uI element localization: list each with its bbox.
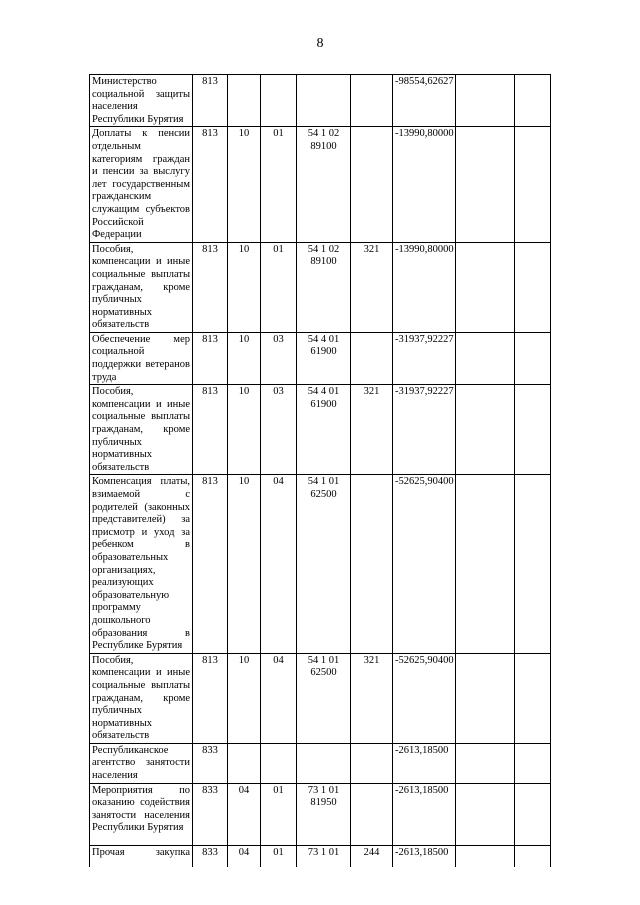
row-vr: 321 xyxy=(351,653,393,743)
page-number: 8 xyxy=(316,36,324,51)
table-row xyxy=(90,242,551,332)
row-vr xyxy=(351,475,393,653)
row-podrazdel: 01 xyxy=(261,783,297,845)
row-name: Доплаты к пенсии отдельным категориям граждан и пенсии за выслугу лет государственным гражданским служащим субъектов Российской Федерации xyxy=(90,127,193,242)
row-amount: -2613,18500 xyxy=(393,743,456,783)
row-vedomstvo: 813 xyxy=(193,475,228,653)
table-row xyxy=(90,75,551,127)
budget-table xyxy=(89,74,551,867)
row-vedomstvo: 813 xyxy=(193,75,228,127)
row-vr: 321 xyxy=(351,385,393,475)
row-vr xyxy=(351,743,393,783)
row-empty-cell xyxy=(515,242,551,332)
row-vr xyxy=(351,783,393,845)
row-name: Министерство социальной защиты населения Республики Бурятия xyxy=(90,75,193,127)
row-vedomstvo: 833 xyxy=(193,845,228,867)
row-vedomstvo: 813 xyxy=(193,127,228,242)
row-empty-cell xyxy=(456,127,515,242)
row-razdel: 10 xyxy=(228,385,261,475)
row-razdel: 10 xyxy=(228,127,261,242)
row-podrazdel xyxy=(261,75,297,127)
row-empty-cell xyxy=(456,653,515,743)
row-empty-cell xyxy=(456,475,515,653)
row-name: Мероприятия по оказанию содействия занятости населения Республики Бурятия xyxy=(90,783,193,845)
row-vedomstvo: 833 xyxy=(193,783,228,845)
row-podrazdel: 03 xyxy=(261,385,297,475)
row-empty-cell xyxy=(515,845,551,867)
row-vr: 244 xyxy=(351,845,393,867)
row-podrazdel: 01 xyxy=(261,242,297,332)
row-empty-cell xyxy=(515,653,551,743)
row-razdel: 10 xyxy=(228,332,261,384)
row-empty-cell xyxy=(456,75,515,127)
row-amount: -52625,90400 xyxy=(393,475,456,653)
row-vedomstvo: 813 xyxy=(193,332,228,384)
row-empty-cell xyxy=(515,332,551,384)
row-empty-cell xyxy=(515,783,551,845)
row-podrazdel: 04 xyxy=(261,475,297,653)
row-csr: 54 4 01 61900 xyxy=(297,385,351,475)
row-empty-cell xyxy=(515,385,551,475)
row-razdel: 10 xyxy=(228,242,261,332)
row-razdel xyxy=(228,743,261,783)
table-row xyxy=(90,332,551,384)
row-podrazdel: 03 xyxy=(261,332,297,384)
row-empty-cell xyxy=(515,475,551,653)
table-row xyxy=(90,845,551,867)
row-podrazdel xyxy=(261,743,297,783)
row-razdel: 10 xyxy=(228,653,261,743)
row-csr: 54 4 01 61900 xyxy=(297,332,351,384)
row-razdel xyxy=(228,75,261,127)
row-vr xyxy=(351,75,393,127)
row-empty-cell xyxy=(515,743,551,783)
row-name: Обеспечение мер социальной поддержки ветеранов труда xyxy=(90,332,193,384)
row-vedomstvo: 833 xyxy=(193,743,228,783)
row-razdel: 04 xyxy=(228,845,261,867)
row-amount: -13990,80000 xyxy=(393,242,456,332)
row-empty-cell xyxy=(456,783,515,845)
row-csr xyxy=(297,75,351,127)
row-csr: 73 1 01 81950 xyxy=(297,783,351,845)
row-empty-cell xyxy=(515,75,551,127)
row-vedomstvo: 813 xyxy=(193,653,228,743)
row-name: Прочая закупка xyxy=(90,845,193,867)
row-vr xyxy=(351,127,393,242)
row-amount: -2613,18500 xyxy=(393,783,456,845)
row-vr: 321 xyxy=(351,242,393,332)
row-podrazdel: 01 xyxy=(261,845,297,867)
row-csr: 54 1 01 62500 xyxy=(297,653,351,743)
row-amount: -31937,92227 xyxy=(393,385,456,475)
row-name: Пособия, компенсации и иные социальные выплаты гражданам, кроме публичных нормативных обязательств xyxy=(90,385,193,475)
row-empty-cell xyxy=(456,743,515,783)
row-csr: 54 1 02 89100 xyxy=(297,127,351,242)
row-empty-cell xyxy=(456,845,515,867)
row-name: Пособия, компенсации и иные социальные выплаты гражданам, кроме публичных нормативных обязательств xyxy=(90,653,193,743)
row-vedomstvo: 813 xyxy=(193,385,228,475)
table-row xyxy=(90,743,551,783)
table-row xyxy=(90,385,551,475)
table-row xyxy=(90,127,551,242)
row-vr xyxy=(351,332,393,384)
row-amount: -31937,92227 xyxy=(393,332,456,384)
row-csr xyxy=(297,743,351,783)
row-csr: 54 1 02 89100 xyxy=(297,242,351,332)
row-empty-cell xyxy=(515,127,551,242)
row-name: Пособия, компенсации и иные социальные выплаты гражданам, кроме публичных нормативных обязательств xyxy=(90,242,193,332)
table-row xyxy=(90,653,551,743)
table-row xyxy=(90,475,551,653)
row-amount: -98554,62627 xyxy=(393,75,456,127)
row-vedomstvo: 813 xyxy=(193,242,228,332)
row-empty-cell xyxy=(456,332,515,384)
row-empty-cell xyxy=(456,385,515,475)
row-razdel: 04 xyxy=(228,783,261,845)
row-csr: 73 1 01 xyxy=(297,845,351,867)
row-empty-cell xyxy=(456,242,515,332)
table-row xyxy=(90,783,551,845)
row-csr: 54 1 01 62500 xyxy=(297,475,351,653)
row-podrazdel: 01 xyxy=(261,127,297,242)
row-amount: -52625,90400 xyxy=(393,653,456,743)
row-amount: -2613,18500 xyxy=(393,845,456,867)
row-name: Компенсация платы, взимаемой с родителей (законных представителей) за присмотр и уход за ребенком в образовательных организациях, реализующих образовательную программу дошкольного образования в Республике Бурятия xyxy=(90,475,193,653)
row-amount: -13990,80000 xyxy=(393,127,456,242)
row-podrazdel: 04 xyxy=(261,653,297,743)
row-razdel: 10 xyxy=(228,475,261,653)
row-name: Республиканское агентство занятости населения xyxy=(90,743,193,783)
